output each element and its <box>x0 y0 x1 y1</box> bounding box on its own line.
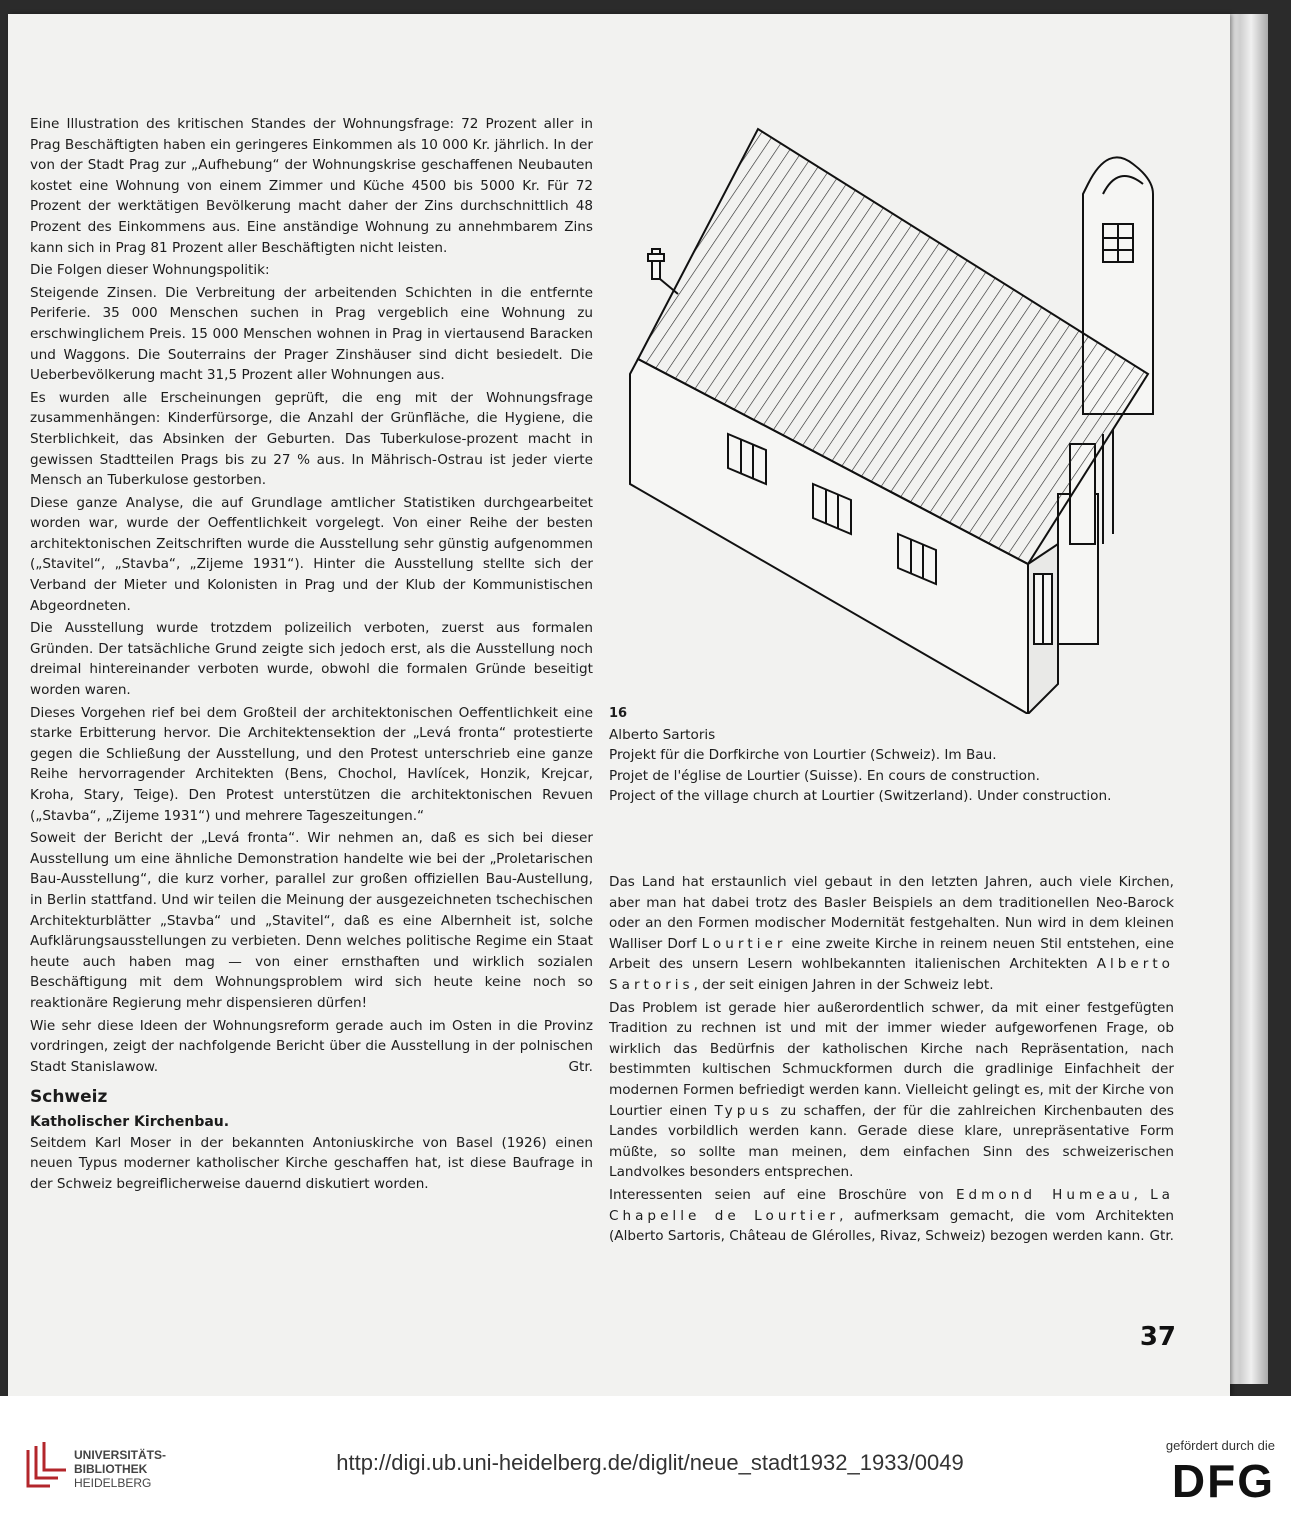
library-line: BIBLIOTHEK <box>74 1462 148 1476</box>
paragraph: Eine Illustration des kritischen Standes der Wohnungsfrage: 72 Prozent aller in Prag Beschäftigten haben ein geringeres Einkommen als 10 000 Kr. jährlich. In der von der Stadt Prag zur „Aufhebung“ der Wohnungskrise geschaffenen Neubauten kostet eine Wohnung von einem Zimmer und Küche 4500 bis 5000 Kr. Für 72 Prozent der werktätigen Bevölkerung macht daher der Zins durchschnittlich 48 Prozent des Einkommens aus. Eine anständige Wohnung zu annehmbarem Zins kann sich in Prag 81 Prozent aller Beschäftigten nicht leisten. <box>30 116 593 256</box>
text-run: Interessenten seien auf eine Broschüre von <box>609 1186 956 1203</box>
spaced-name: Typus <box>714 1102 774 1119</box>
text-run: Das Problem ist gerade hier außerordentlich schwer, da mit einer festgefügten Tradition zu rechnen ist und mit der immer wieder aufgeworfenen Frage, ob wirklich das Bedürfnis der katholischen Kirche nach Repräsentation, nach bestimmten kultischen Schmuckformen durch die gradlinige Einfachheit der modernen Formen befriedigt werden kann. Vielleicht gelingt es, mit der Kirche von Lourtier einen <box>609 999 1174 1119</box>
text-run: , aufmerksam gemacht, die vom Architekten (Alberto Sartoris, Château de Glérolles, Rivaz, Schweiz) bezogen werden kann. <box>609 1207 1174 1245</box>
figure-caption <box>609 704 1174 807</box>
caption-author: Alberto Sartoris <box>609 726 716 743</box>
caption-french: Projet de l'église de Lourtier (Suisse). En cours de construction. <box>609 767 1040 784</box>
church-drawing <box>608 104 1178 714</box>
paragraph <box>609 1185 1174 1247</box>
caption-english: Project of the village church at Lourtier (Switzerland). Under construction. <box>609 788 1112 805</box>
spaced-name: Lourtier <box>701 935 787 952</box>
text-run: , der seit einigen Jahren in der Schweiz lebt. <box>693 976 994 993</box>
funding-label: gefördert durch die <box>1165 1438 1275 1453</box>
spaced-name: Alberto Sartoris <box>609 956 1174 993</box>
caption-german: Projekt für die Dorfkirche von Lourtier (Schweiz). Im Bau. <box>609 747 997 764</box>
figure-number: 16 <box>609 706 628 721</box>
paragraph: Soweit der Bericht der „Levá fronta“. Wir nehmen an, daß es sich bei dieser Ausstellung um eine ähnliche Demonstration handelte wie bei der „Proletarischen Bau-Ausstellung“, die kurz vorher, parallel zur großen offiziellen Bau-Austellung, in Berlin stattfand. Und wir teilen die Meinung der ausgezeichneten tschechischen Architekturblätter „Stavba“ und „Stavitel“, daß es eine Albernheit ist, solche Aufklärungsausstellungen zu verbieten. Denn welches politische Regime ein Staat heute auch haben mag — von einer ernsthaften und wirklich sozialen Beschäftigung mit dem Wohnungsproblem wird sich heute keine noch so reaktionäre Regierung mehr dispensieren dürfen! <box>30 830 593 1011</box>
footer-bar <box>0 1396 1291 1525</box>
paragraph: Steigende Zinsen. Die Verbreitung der arbeitenden Schichten in die entfernte Periferie. 35 000 Menschen suchen in Prag vergeblich eine Wohnung zu erschwinglichem Preis. 15 000 Menschen wohnen in Prag in viertausend Baracken und Waggons. Die Souterrains der Prager Zinshäuser sind dicht besiedelt. Die Ueberbevölkerung macht 31,5 Prozent aller Wohnungen aus. <box>30 284 593 384</box>
paragraph: Dieses Vorgehen rief bei dem Großteil der architektonischen Oeffentlichkeit eine starke Erbitterung hervor. Die Architektensektion der „Levá fronta“ protestierte gegen die Schließung der Ausstellung, und den Protest unterschrieb eine ganze Reihe hervorragender Architekten (Bens, Chochol, Havlícek, Honzik, Krejcar, Kroha, Stary, Teige). Den Protest unterstützen die architektonischen Revuen („Stavba“, „Zijeme 1931“) und mehrere Tageszeitungen.“ <box>30 704 593 824</box>
paragraph: Die Ausstellung wurde trotzdem polizeilich verboten, zuerst aus formalen Gründen. Der tatsächliche Grund zeigte sich jedoch erst, als die Ausstellung noch dreimal hintereinander verboten wurde, obwohl die formalen Gründe beseitigt worden waren. <box>30 620 593 699</box>
dfg-logo: DFG <box>1171 1455 1275 1507</box>
section-heading: Schweiz <box>30 1087 108 1108</box>
spaced-name: Edmond Humeau <box>955 1186 1134 1203</box>
library-line: HEIDELBERG <box>74 1476 152 1490</box>
text-run: zu schaffen, der für die zahlreichen Kirchenbauten des Landes vorbildlich werden kann. Gerade diese klare, unrepräsentative Form müßte, so sollte man meinen, dem einfachen Sinn des schweizerischen Landvolkes besonders entsprechen. <box>609 1102 1174 1181</box>
paragraph <box>609 872 1174 996</box>
text-run: Das Land hat erstaunlich viel gebaut in den letzten Jahren, auch viele Kirchen, aber man hat dabei trotz des Basler Beispiels an dem traditionellen Neo-Barock oder an den Formen modischer Modernität festgehalten. Nun wird in dem kleinen Walliser Dorf <box>609 874 1174 952</box>
library-line: UNIVERSITÄTS- <box>74 1448 167 1462</box>
book-page <box>8 14 1230 1396</box>
permalink-url[interactable]: http://digi.ub.uni-heidelberg.de/diglit/neue_stadt1932_1933/0049 <box>336 1450 964 1475</box>
signature: Gtr. <box>568 1058 593 1075</box>
paragraph: Diese ganze Analyse, die auf Grundlage amtlicher Statistiken durchgearbeitet worden war, wurde der Oeffentlichkeit vorgelegt. Von einer Reihe der besten architektonischen Zeitschriften wurde die Ausstellung sehr günstig aufgenommen („Stavitel“, „Stavba“, „Zijeme 1931“). Hinter die Ausstellung stellte sich der Verband der Mieter und Kolonisten in Prag und der Klub der Kommunistischen Abgeordneten. <box>30 494 593 614</box>
spaced-name: La Chapelle de Lourtier <box>609 1186 1174 1224</box>
library-name <box>74 1448 166 1490</box>
text-run: eine zweite Kirche in reinem neuen Stil entstehen, eine Arbeit des unsern Lesern wohlbekannten italienischen Architekten <box>609 935 1174 973</box>
library-logo-icon <box>22 1442 68 1492</box>
left-column <box>30 114 593 1196</box>
paragraph <box>30 1016 593 1078</box>
sub-heading: Katholischer Kirchenbau. <box>30 1113 230 1130</box>
paragraph-text: Wie sehr diese Ideen der Wohnungsreform gerade auch im Osten in die Provinz vordringen, zeigt der nachfolgende Bericht über die Ausstellung in der polnischen Stadt Stanislawow. <box>30 1017 593 1075</box>
page-number: 37 <box>1139 1322 1176 1352</box>
text-run: , <box>1133 1186 1151 1203</box>
signature: Gtr. <box>1149 1228 1174 1245</box>
paragraph <box>609 998 1174 1183</box>
paragraph: Die Folgen dieser Wohnungspolitik: <box>30 262 270 279</box>
cross-icon <box>648 249 678 294</box>
paragraph: Seitdem Karl Moser in der bekannten Antoniuskirche von Basel (1926) einen neuen Typus moderner katholischer Kirche geschaffen hat, ist diese Baufrage in der Schweiz begreiflicherweise dauernd diskutiert worden. <box>30 1134 593 1192</box>
paragraph: Es wurden alle Erscheinungen geprüft, die eng mit der Wohnungsfrage zusammenhängen: Kinderfürsorge, die Anzahl der Grünfläche, die Hygiene, die Sterblichkeit, das Absinken der Geburten. Das Tuberkulose-prozent macht in gewissen Stadtteilen Prags bis zu 27 % aus. In Mährisch-Ostrau ist jeder vierte Mensch an Tuberkulose gestorben. <box>30 389 593 489</box>
right-column <box>609 872 1174 1249</box>
